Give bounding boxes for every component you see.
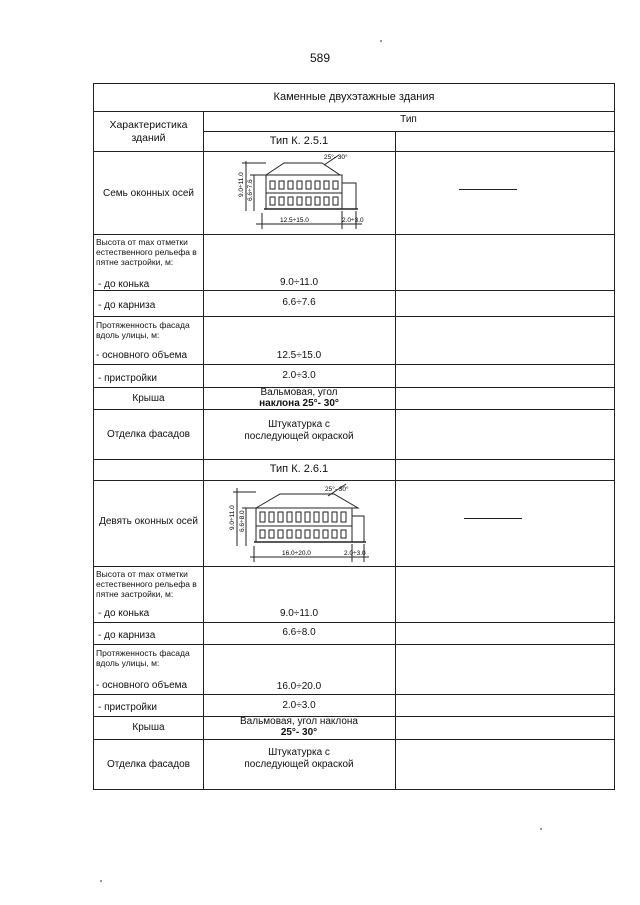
empty-dash	[464, 518, 522, 519]
dim-height-full: 9.0÷11.0	[229, 505, 236, 530]
row-divider	[94, 739, 614, 740]
eaves-label-2: - до карниза	[98, 630, 156, 641]
main-volume-value-1: 12.5÷15.0	[276, 350, 322, 361]
dim-height-eaves: 6.6÷7.6	[247, 179, 254, 201]
dim-height-full: 9.0÷11.0	[238, 172, 245, 197]
finish-value-1-line1: Штукатурка с	[268, 419, 330, 430]
dim-width-main: 16.0÷20.0	[282, 550, 311, 557]
dim-width-annex: 2.0÷3.0	[344, 550, 366, 557]
annex-value-1: 2.0÷3.0	[282, 370, 316, 381]
roof-value-2-line1: Вальмовая, угол наклона	[240, 716, 358, 727]
row-divider	[94, 111, 614, 112]
dim-width-annex: 2.0÷3.0	[342, 217, 364, 224]
table-title: Каменные двухэтажные здания	[273, 91, 435, 103]
facade-drawing-2-5-1	[224, 151, 389, 233]
row-divider	[94, 566, 614, 567]
ridge-value-1: 9.0÷11.0	[279, 277, 319, 288]
type-label-2-6-1: Тип К. 2.6.1	[269, 463, 329, 475]
row-divider	[94, 644, 614, 645]
roof-value-2-line2: 25°- 30°	[280, 727, 318, 738]
main-volume-label-2: - основного объема	[96, 680, 188, 691]
axes-label-nine: Девять оконных осей	[99, 516, 198, 527]
finish-value-2-line2: последующей окраской	[244, 759, 354, 770]
roof-value-2	[203, 716, 395, 738]
type-label-2-5-1: Тип К. 2.5.1	[269, 135, 329, 147]
dim-angle: 25°- 30°	[325, 486, 349, 493]
height-heading-1: Высота от max отметки естественного рельефа в пятне застройки, м:	[96, 237, 197, 267]
finish-label-2: Отделка фасадов	[107, 759, 190, 770]
characteristic-header: Характеристика зданий	[109, 119, 188, 144]
dim-angle: 25°- 30°	[324, 154, 348, 161]
empty-dash	[459, 189, 517, 190]
annex-value-2: 2.0÷3.0	[282, 700, 316, 711]
dim-height-eaves: 6.6÷8.0	[239, 510, 246, 532]
ridge-label-1: - до конька	[98, 279, 150, 290]
building-types-table	[93, 83, 615, 790]
roof-value-1-line1: Вальмовая, угол	[260, 387, 338, 398]
row-divider	[203, 131, 614, 132]
eaves-value-1: 6.6÷7.6	[282, 297, 316, 308]
finish-value-2	[203, 747, 395, 771]
scan-speck	[100, 880, 102, 882]
column-divider	[395, 131, 396, 789]
row-divider	[94, 364, 614, 365]
length-heading-2: Протяженность фасада вдоль улицы, м:	[96, 648, 190, 668]
scan-speck	[540, 828, 542, 830]
dim-width-main: 12.5÷15.0	[280, 217, 309, 224]
finish-value-1-line2: последующей окраской	[244, 431, 354, 442]
annex-label-1: - пристройки	[98, 373, 157, 384]
eaves-label-1: - до карниза	[98, 300, 156, 311]
axes-label-seven: Семь оконных осей	[103, 188, 194, 199]
annex-label-2: - пристройки	[98, 702, 157, 713]
eaves-value-2: 6.6÷8.0	[282, 627, 316, 638]
roof-value-1-line2: наклона 25°- 30°	[259, 398, 339, 409]
row-divider	[94, 234, 614, 235]
row-divider	[94, 316, 614, 317]
row-divider	[94, 459, 614, 460]
page-number: 589	[309, 51, 331, 65]
main-volume-label-1: - основного объема	[96, 350, 188, 361]
height-heading-2: Высота от max отметки естественного рельефа в пятне застройки, м:	[96, 569, 197, 599]
roof-label-1: Крыша	[132, 393, 165, 404]
finish-value-1	[203, 419, 395, 443]
roof-label-2: Крыша	[132, 722, 165, 733]
ridge-label-2: - до конька	[98, 608, 150, 619]
scan-speck	[380, 40, 382, 42]
row-divider	[94, 409, 614, 410]
finish-value-2-line1: Штукатурка с	[268, 747, 330, 758]
ridge-value-2: 9.0÷11.0	[279, 608, 319, 619]
row-divider	[94, 622, 614, 623]
finish-label-1: Отделка фасадов	[107, 429, 190, 440]
length-heading-1: Протяженность фасада вдоль улицы, м:	[96, 320, 190, 340]
facade-drawing-2-6-1	[224, 480, 389, 564]
main-volume-value-2: 16.0÷20.0	[276, 681, 322, 692]
roof-value-1	[203, 387, 395, 409]
row-divider	[94, 694, 614, 695]
type-header: Тип	[400, 114, 417, 125]
